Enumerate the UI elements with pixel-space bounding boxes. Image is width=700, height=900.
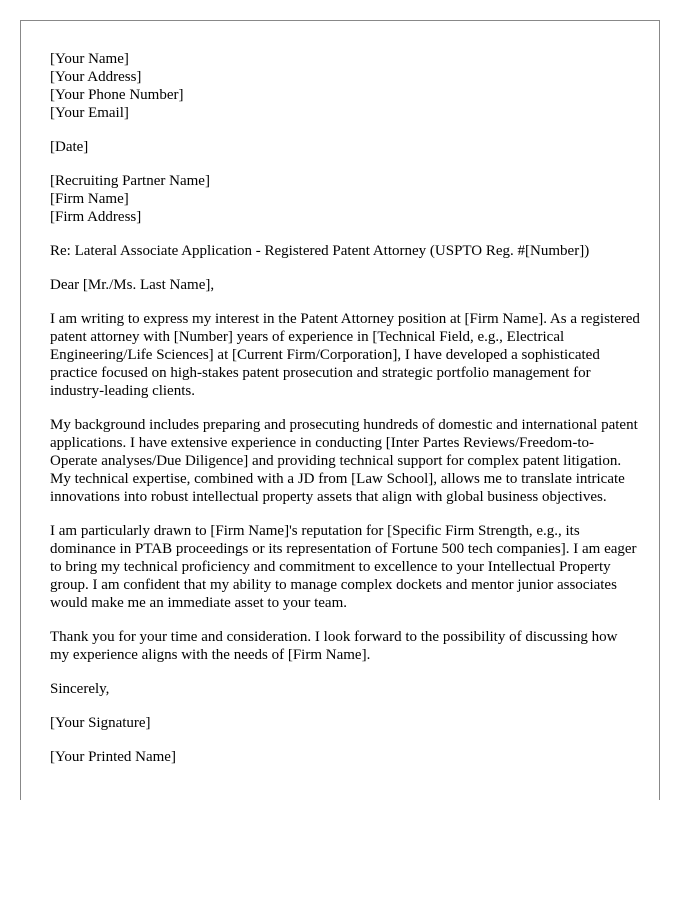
printed-name-block [50, 748, 640, 766]
subject-line: Re: Lateral Associate Application - Registered Patent Attorney (USPTO Reg. #[Number]) [50, 243, 590, 259]
body-paragraph-3: I am particularly drawn to [Firm Name]'s reputation for [Specific Firm Strength, e.g., its dominance in PTAB proceedings or its representation of Fortune 500 tech companies]. I am eager to bring my technical proficiency and commitment to excellence to your Intellectual Property group. I am confident that my ability to manage complex dockets and mentor junior associates would make me an immediate asset to your team. [50, 523, 637, 611]
printed-name: [Your Printed Name] [50, 749, 176, 765]
recipient-name: [Recruiting Partner Name] [50, 173, 210, 189]
salutation: Dear [Mr./Ms. Last Name], [50, 277, 215, 293]
sender-email: [Your Email] [50, 105, 129, 121]
letter-body [50, 50, 640, 782]
body-paragraph-1: I am writing to express my interest in the Patent Attorney position at [Firm Name]. As a registered patent attorney with [Number] years of experience in [Technical Field, e.g., Electrical Engineering/Life Sciences] at [Current Firm/Corporation], I have developed a sophisticated practice focused on high-stakes patent prosecution and strategic portfolio management for industry-leading clients. [50, 311, 640, 399]
date-block [50, 138, 640, 156]
closing-block [50, 680, 640, 698]
signature: [Your Signature] [50, 715, 151, 731]
sender-name: [Your Name] [50, 51, 129, 67]
salutation-block [50, 276, 640, 294]
sender-phone: [Your Phone Number] [50, 87, 184, 103]
subject-block [50, 242, 640, 260]
letter-date: [Date] [50, 139, 89, 155]
closing: Sincerely, [50, 681, 110, 697]
body-paragraph-4: Thank you for your time and consideration. I look forward to the possibility of discussing how my experience aligns with the needs of [Firm Name]. [50, 629, 618, 663]
letter-page [20, 20, 660, 800]
sender-address: [Your Address] [50, 69, 142, 85]
signature-block [50, 714, 640, 732]
recipient-block [50, 172, 640, 226]
recipient-address: [Firm Address] [50, 209, 142, 225]
sender-block [50, 50, 640, 122]
recipient-firm: [Firm Name] [50, 191, 129, 207]
body-paragraph-2: My background includes preparing and prosecuting hundreds of domestic and international patent applications. I have extensive experience in conducting [Inter Partes Reviews/Freedom-to-Operate analyses/Due Diligence] and providing technical support for complex patent litigation. My technical expertise, combined with a JD from [Law School], allows me to translate intricate innovations into robust intellectual property assets that align with global business objectives. [50, 417, 638, 505]
